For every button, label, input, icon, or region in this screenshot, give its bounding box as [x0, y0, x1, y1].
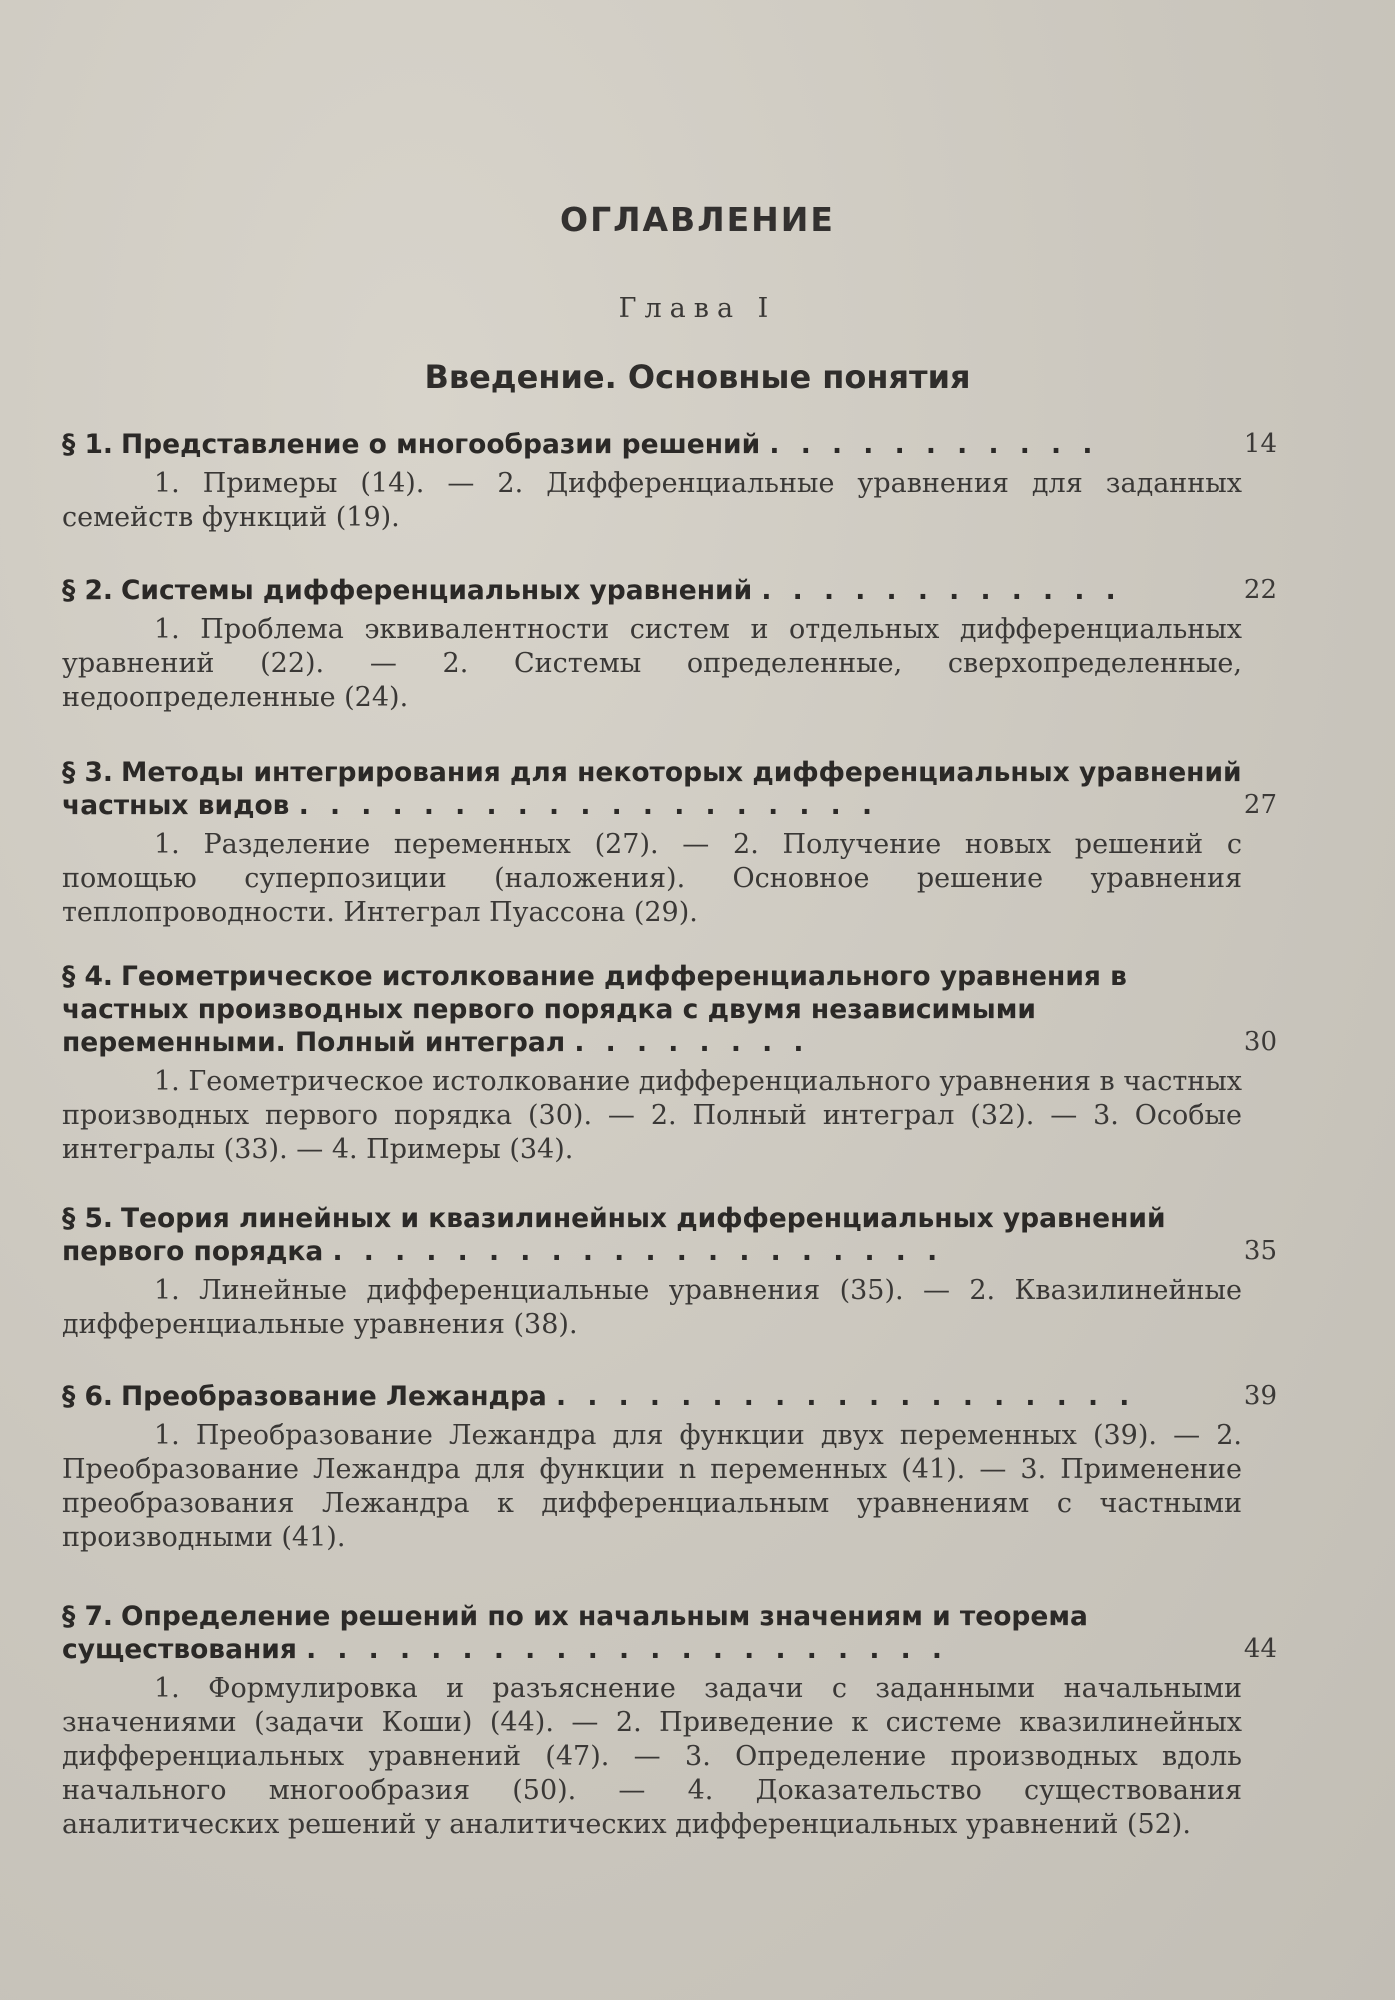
section-title: Преобразование Лежандра	[120, 1381, 547, 1412]
page-number: 39	[1243, 1381, 1277, 1411]
section-number: § 5.	[62, 1203, 113, 1234]
chapter-title: Введение. Основные понятия	[424, 358, 971, 396]
toc-section-3[interactable]	[0, 756, 1395, 930]
leader-dots: . . . . . . . .	[574, 1027, 810, 1058]
section-title: Представление о многообразии решений	[120, 429, 761, 460]
toc-section-1[interactable]	[0, 428, 1395, 535]
section-number: § 6.	[62, 1381, 113, 1412]
leader-dots: . . . . . . . . . . . . . . . . . . .	[556, 1381, 1136, 1412]
chapter-label: Глава I	[618, 293, 777, 324]
section-number: § 7.	[62, 1601, 113, 1632]
toc-section-4[interactable]	[0, 960, 1395, 1167]
leader-dots: . . . . . . . . . . .	[769, 429, 1099, 460]
section-title: Определение решений по их начальным значениям и теорема существования	[62, 1601, 1088, 1665]
section-heading	[62, 1380, 1277, 1413]
section-contents-text: 1. Преобразование Лежандра для функции двух переменных (39). — 2. Преобразование Лежандра для функции n переменных (41). — 3. Применение преобразования Лежандра к дифференциальным уравнениям с частными производными (41).	[62, 1420, 1242, 1553]
page-number: 35	[1243, 1236, 1277, 1266]
toc-section-5[interactable]	[0, 1202, 1395, 1342]
section-contents-text: 1. Проблема эквивалентности систем и отдельных дифференциальных уравнений (22). — 2. Системы определенные, сверхопределенные, недоопределенные (24).	[62, 614, 1242, 713]
leader-dots: . . . . . . . . . . . . . . . . . . . .	[332, 1236, 944, 1267]
page-number: 22	[1243, 575, 1277, 605]
section-title: Методы интегрирования для некоторых дифференциальных уравнений частных видов	[62, 757, 1242, 821]
section-contents-text: 1. Геометрическое истолкование дифференциального уравнения в частных производных первого порядка (30). — 2. Полный интеграл (32). — 3. Особые интегралы (33). — 4. Примеры (34).	[62, 1066, 1242, 1165]
section-contents	[62, 613, 1242, 715]
section-heading	[62, 756, 1277, 822]
leader-dots: . . . . . . . . . . . . . . . . . . .	[298, 790, 879, 821]
section-contents	[62, 828, 1242, 930]
section-number: § 2.	[62, 575, 113, 606]
toc-title: ОГЛАВЛЕНИЕ	[560, 200, 835, 239]
leader-dots: . . . . . . . . . . . . . . . . . . . . .	[306, 1634, 948, 1665]
page-number: 27	[1243, 790, 1277, 820]
section-contents-text: 1. Примеры (14). — 2. Дифференциальные уравнения для заданных семейств функций (19).	[62, 468, 1242, 533]
section-title: Геометрическое истолкование дифференциального уравнения в частных производных первого порядка с двумя независимыми переменными. Полный интеграл	[62, 961, 1127, 1058]
page-number: 44	[1243, 1634, 1277, 1664]
section-contents-text: 1. Разделение переменных (27). — 2. Получение новых решений с помощью суперпозиции (наложения). Основное решение уравнения теплопроводности. Интеграл Пуассона (29).	[62, 829, 1242, 928]
section-heading	[62, 428, 1277, 461]
toc-section-7[interactable]	[0, 1600, 1395, 1842]
section-heading	[62, 960, 1277, 1059]
section-heading	[62, 1600, 1277, 1666]
section-contents-text: 1. Формулировка и разъяснение задачи с заданными начальными значениями (задачи Коши) (44). — 2. Приведение к системе квазилинейных дифференциальных уравнений (47). — 3. Определение производных вдоль начального многообразия (50). — 4. Доказательство существования аналитических решений у аналитических дифференциальных уравнений (52).	[62, 1673, 1242, 1840]
section-contents	[62, 467, 1242, 535]
section-title: Системы дифференциальных уравнений	[120, 575, 753, 606]
section-number: § 3.	[62, 757, 113, 788]
page-number: 14	[1243, 429, 1277, 459]
page-number: 30	[1243, 1027, 1277, 1057]
section-contents	[62, 1419, 1242, 1555]
section-contents	[62, 1274, 1242, 1342]
section-number: § 1.	[62, 429, 113, 460]
section-heading	[62, 574, 1277, 607]
section-contents	[62, 1065, 1242, 1167]
toc-section-2[interactable]	[0, 574, 1395, 715]
toc-section-6[interactable]	[0, 1380, 1395, 1555]
section-contents	[62, 1672, 1242, 1842]
section-number: § 4.	[62, 961, 113, 992]
section-heading	[62, 1202, 1277, 1268]
section-title: Теория линейных и квазилинейных дифференциальных уравнений первого порядка	[62, 1203, 1166, 1267]
leader-dots: . . . . . . . . . . . .	[761, 575, 1122, 606]
section-contents-text: 1. Линейные дифференциальные уравнения (35). — 2. Квазилинейные дифференциальные уравнения (38).	[62, 1275, 1242, 1340]
